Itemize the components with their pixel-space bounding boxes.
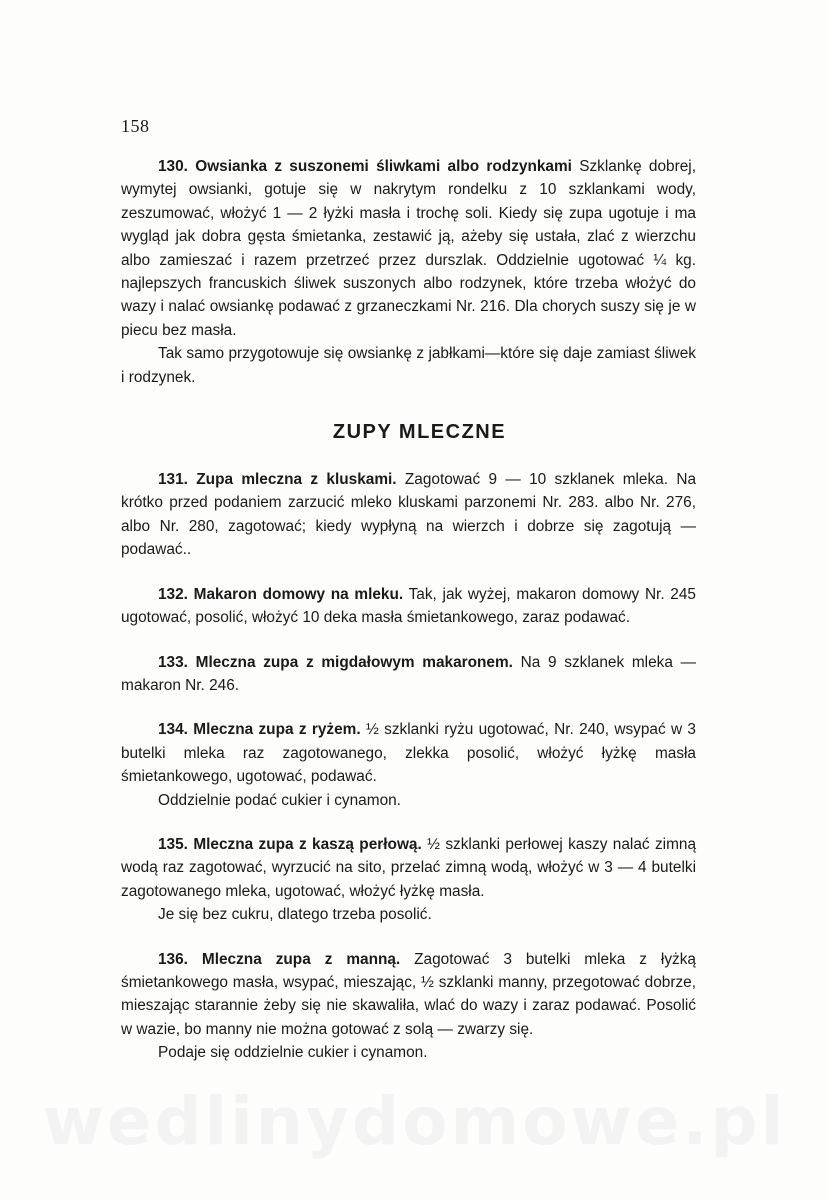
recipe-131-paragraph xyxy=(121,468,696,562)
recipe-134-note: Oddzielnie podać cukier i cynamon. xyxy=(158,791,401,809)
recipe-136-note: Podaje się oddzielnie cukier i cynamon. xyxy=(158,1044,428,1062)
recipe-136 xyxy=(121,948,696,1065)
recipe-132-title: 132. Makaron domowy na mleku. xyxy=(158,585,404,603)
spacer xyxy=(121,697,696,718)
recipe-136-title: 136. Mleczna zupa z manną. xyxy=(158,950,401,968)
recipe-133-paragraph xyxy=(121,651,696,698)
spacer xyxy=(121,630,696,651)
recipe-132 xyxy=(121,583,696,630)
recipe-131-body: Zagotować 9 — 10 szklanek mleka. Na krótko przed podaniem zarzucić mleko kluskami parzonemi Nr. 283. albo Nr. 276, albo Nr. 280, zagotować; kiedy wypłyną na wierzch i dobrze się zagotują — podawać.. xyxy=(121,471,697,559)
recipe-133 xyxy=(121,651,696,698)
recipe-136-body: Zagotować 3 butelki mleka z łyżką śmietankowego masła, wsypać, mieszając, ½ szklanki manny, przegotować dobrze, mieszając starannie żeby się nie skawaliła, wlać do wazy i zaraz podawać. Posolić w wazie, bo manny nie można gotować z solą — zwarzy się. xyxy=(121,950,696,1038)
recipe-130-note: Tak samo przygotowuje się owsiankę z jabłkami—które się daje zamiast śliwek i rodzynek. xyxy=(121,345,696,386)
spacer xyxy=(121,562,696,583)
recipe-130-title: 130. Owsianka z suszonemi śliwkami albo rodzynkami xyxy=(158,158,572,175)
page-number: 158 xyxy=(121,116,150,136)
recipe-134-title: 134. Mleczna zupa z ryżem. xyxy=(158,721,361,739)
recipe-133-title: 133. Mleczna zupa z migdałowym makaronem. xyxy=(158,653,513,671)
recipe-131 xyxy=(121,468,696,562)
recipe-131-title: 131. Zupa mleczna z kluskami. xyxy=(158,471,397,489)
page-content xyxy=(121,155,696,1065)
watermark: wedlinydomowe.pl xyxy=(42,1083,787,1160)
spacer xyxy=(121,812,696,833)
recipe-134 xyxy=(121,718,696,812)
recipe-135-paragraph xyxy=(121,833,696,903)
recipe-135-title: 135. Mleczna zupa z kaszą perłową. xyxy=(158,835,422,853)
recipe-135-note: Je się bez cukru, dlatego trzeba posolić. xyxy=(158,906,432,924)
recipe-130-body: Szklankę dobrej, wymytej owsianki, gotuje się w nakrytym rondelku z 10 szklankami wody, zeszumować, włożyć 1 — 2 łyżki masła i trochę soli. Kiedy się zupa ugotuje i ma wygląd jak dobra gęsta śmietanka, zestawić ją, ażeby się ustała, zlać z wierzchu albo zamieszać i razem przetrzeć przez durszlak. Oddzielnie ugotować ¼ kg. najlepszych francuskich śliwek suszonych albo rodzynek, które trzeba włożyć do wazy i nalać owsiankę podawać z grzaneczkami Nr. 216. Dla chorych suszy się je w piecu bez masła. xyxy=(121,158,696,339)
recipe-133-body: Na 9 szklanek mleka — makaron Nr. 246. xyxy=(121,653,696,694)
section-title: ZUPY MLECZNE xyxy=(332,421,507,444)
recipe-135 xyxy=(121,833,696,927)
recipe-134-body: ½ szklanki ryżu ugotować, Nr. 240, wsypać w 3 butelki mleka raz zagotowanego, zlekka posolić, włożyć łyżkę masła śmietankowego, ugotować, podawać. xyxy=(121,721,696,786)
recipe-135-body: ½ szklanki perłowej kaszy nalać zimną wodą raz zagotować, wyrzucić na sito, przelać zimną wodą, włożyć w 3 — 4 butelki zagotowanego mleka, ugotować, włożyć łyżkę masła. xyxy=(121,835,697,900)
recipe-132-paragraph xyxy=(121,583,696,630)
recipe-134-paragraph xyxy=(121,718,696,788)
recipe-136-paragraph xyxy=(121,948,696,1042)
spacer xyxy=(121,927,696,948)
recipe-130-paragraph xyxy=(121,155,696,342)
recipe-130 xyxy=(121,155,696,389)
recipe-132-body: Tak, jak wyżej, makaron domowy Nr. 245 ugotować, posolić, włożyć 10 deka masła śmietankowego, zaraz podawać. xyxy=(121,585,696,627)
